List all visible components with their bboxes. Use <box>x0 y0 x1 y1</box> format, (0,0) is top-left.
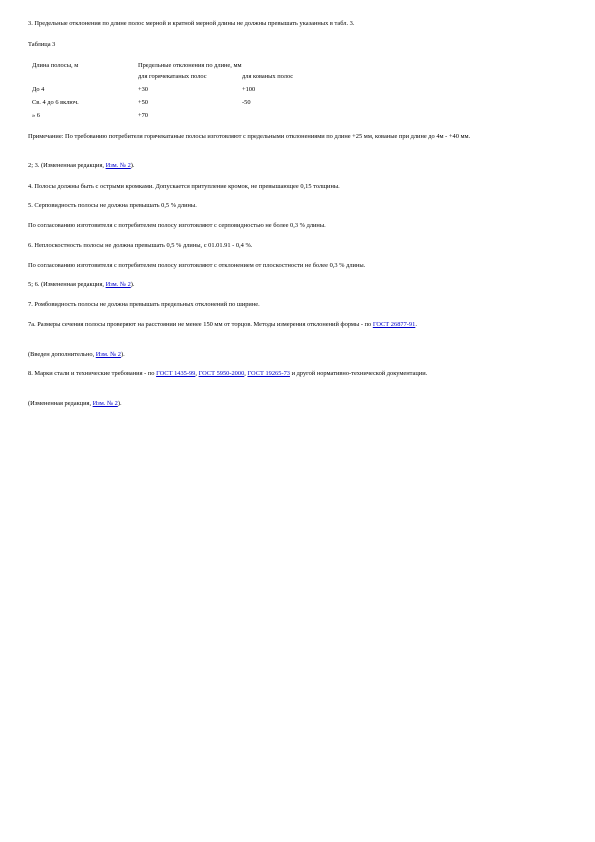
amendment-link[interactable]: Изм. № 2 <box>105 281 131 288</box>
table-note: Примечание: По требованию потребителя горячекатаные полосы изготовляют с предельными отклонениями по длине +25 мм, кованые при длине до 4м - +40 мм. <box>28 133 471 140</box>
gost-19265-link[interactable]: ГОСТ 19265-73 <box>247 370 290 377</box>
table-cell-length: До 4 <box>32 86 45 93</box>
paragraph-7a <box>28 321 543 329</box>
amendment-link[interactable]: Изм. № 2 <box>105 162 131 169</box>
table-cell-hot: +50 <box>138 99 148 106</box>
table-cell-length: Св. 4 до 6 включ. <box>32 99 79 106</box>
separator: , <box>244 370 248 377</box>
added-note-prefix: (Введен дополнительно, <box>28 351 96 358</box>
gost-5950-link[interactable]: ГОСТ 5950-2000 <box>198 370 245 377</box>
paragraph-5: 5. Серповидность полосы не должна превышать 0,5 % длины. <box>28 202 197 209</box>
table-cell-forged: -50 <box>242 99 251 106</box>
paragraph-2-3-edit <box>28 162 543 170</box>
paragraph-6-agreement: По согласованию изготовителя с потребителем полосу изготовляют с отклонением от плоскостности не более 0,3 % длины. <box>28 262 366 269</box>
paragraph-5-6-edit <box>28 281 543 289</box>
edit-note-prefix: 5; 6. (Измененная редакция, <box>28 281 106 288</box>
paragraph-4: 4. Полосы должны быть с острыми кромками. Допускается притупление кромок, не превышающее 0,15 толщины. <box>28 183 340 190</box>
amendment-link[interactable]: Изм. № 2 <box>95 351 121 358</box>
table-cell-hot: +70 <box>138 112 148 119</box>
paragraph-6: 6. Неплоскостность полосы не должна превышать 0,5 % длины, с 01.01.91 - 0,4 %. <box>28 242 253 249</box>
table-header-deviations: Предельные отклонения по длине, мм <box>138 62 242 69</box>
table-cell-forged: +100 <box>242 86 256 93</box>
paragraph-7a-text: 7а. Размеры сечения полосы проверяют на расстоянии не менее 150 мм от торцов. Методы измерения отклонений формы - по <box>28 321 373 328</box>
gost-1435-link[interactable]: ГОСТ 1435-99 <box>156 370 196 377</box>
table-subheader-hot: для горячекатаных полос <box>138 73 207 80</box>
paragraph-7: 7. Ромбовидность полосы не должна превышать предельных отклонений по ширине. <box>28 301 260 308</box>
paragraph-5-agreement: По согласованию изготовителя с потребителем полосу изготовляют с серповидностью не более 0,3 % длины. <box>28 222 326 229</box>
amendment-link[interactable]: Изм. № 2 <box>92 400 118 407</box>
paragraph-8-edit <box>28 400 543 408</box>
separator: , <box>195 370 199 377</box>
paragraph-7a-added <box>28 351 543 359</box>
gost-26877-link[interactable]: ГОСТ 26877-91 <box>372 321 416 328</box>
table-header-length: Длина полосы, м <box>32 62 79 69</box>
table-subheader-forged: для кованых полос <box>242 73 294 80</box>
edit-note-suffix: ). <box>117 400 122 407</box>
edit-note-suffix: ). <box>130 162 135 169</box>
edit-note-prefix: (Измененная редакция, <box>28 400 93 407</box>
paragraph-3: 3. Предельные отклонения по длине полос мерной и кратной мерной длины не должны превышать указанных в табл. 3. <box>28 20 355 27</box>
table-cell-hot: +30 <box>138 86 148 93</box>
added-note-suffix: ). <box>120 351 125 358</box>
paragraph-8-suffix: и другой нормативно-технической документации. <box>289 370 428 377</box>
table-cell-length: » 6 <box>32 112 40 119</box>
paragraph-7a-suffix: . <box>415 321 417 328</box>
table-3-title: Таблица 3 <box>28 41 56 48</box>
edit-note-prefix: 2; 3. (Измененная редакция, <box>28 162 106 169</box>
paragraph-8 <box>28 370 543 378</box>
edit-note-suffix: ). <box>130 281 135 288</box>
paragraph-8-text: 8. Марки стали и технические требования - по <box>28 370 157 377</box>
